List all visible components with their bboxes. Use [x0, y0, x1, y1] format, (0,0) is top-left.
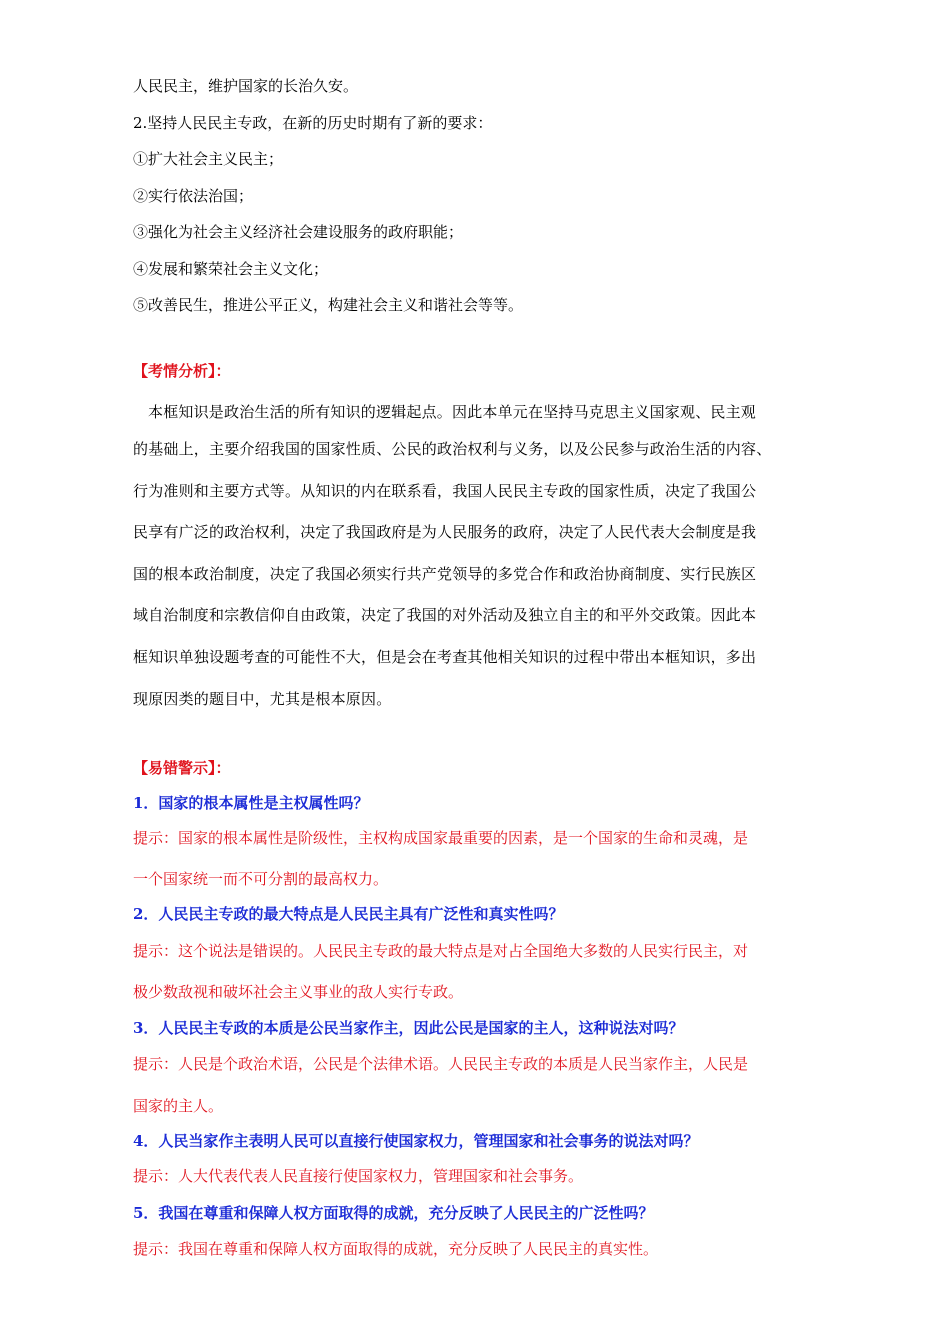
- analysis-line: 现原因类的题目中，尤其是根本原因。: [133, 690, 392, 708]
- analysis-line: 国的根本政治制度，决定了我国必须实行共产党领导的多党合作和政治协商制度、实行民族区: [133, 565, 757, 583]
- warning-hint: 提示：我国在尊重和保障人权方面取得的成就，充分反映了人民民主的真实性。: [133, 1240, 659, 1258]
- warning-question: 5．我国在尊重和保障人权方面取得的成就，充分反映了人民民主的广泛性吗？: [133, 1204, 654, 1222]
- warning-question: 3．人民民主专政的本质是公民当家作主，因此公民是国家的主人，这种说法对吗？: [133, 1019, 684, 1037]
- warning-hint: 极少数敌视和破坏社会主义事业的敌人实行专政。: [133, 983, 464, 1001]
- warning-question: 2．人民民主专政的最大特点是人民民主具有广泛性和真实性吗？: [133, 905, 564, 923]
- warning-hint: 国家的主人。: [133, 1097, 224, 1115]
- warnings-heading: 【易错警示】：: [133, 759, 231, 777]
- analysis-heading: 【考情分析】：: [133, 362, 231, 380]
- analysis-line: 域自治制度和宗教信仰自由政策，决定了我国的对外活动及独立自主的和平外交政策。因此本: [133, 606, 757, 624]
- warning-hint: 一个国家统一而不可分割的最高权力。: [133, 870, 389, 888]
- analysis-line: 框知识单独设题考查的可能性不大，但是会在考查其他相关知识的过程中带出本框知识，多出: [133, 648, 757, 666]
- intro-list-item: ②实行依法治国；: [133, 187, 254, 205]
- warning-hint: 提示：人民是个政治术语，公民是个法律术语。人民民主专政的本质是人民当家作主，人民是: [133, 1055, 749, 1073]
- warning-hint: 提示：这个说法是错误的。人民民主专政的最大特点是对占全国绝大多数的人民实行民主，对: [133, 942, 749, 960]
- warning-question: 4．人民当家作主表明人民可以直接行使国家权力，管理国家和社会事务的说法对吗？: [133, 1132, 699, 1150]
- warning-hint: 提示：人大代表代表人民直接行使国家权力，管理国家和社会事务。: [133, 1167, 584, 1185]
- intro-list-item: ①扩大社会主义民主；: [133, 150, 284, 168]
- intro-list-item: ⑤改善民生，推进公平正义，构建社会主义和谐社会等等。: [133, 296, 524, 314]
- warning-hint: 提示：国家的根本属性是阶级性，主权构成国家最重要的因素，是一个国家的生命和灵魂，是: [133, 829, 749, 847]
- intro-line: 人民民主，维护国家的长治久安。: [133, 77, 359, 95]
- intro-list-item: ③强化为社会主义经济社会建设服务的政府职能；: [133, 223, 464, 241]
- intro-list-item: ④发展和繁荣社会主义文化；: [133, 260, 329, 278]
- analysis-line: 行为准则和主要方式等。从知识的内在联系看，我国人民民主专政的国家性质，决定了我国公: [133, 482, 757, 500]
- intro-line: 2.坚持人民民主专政，在新的历史时期有了新的要求：: [133, 114, 493, 132]
- analysis-line: 民享有广泛的政治权利，决定了我国政府是为人民服务的政府，决定了人民代表大会制度是我: [133, 523, 757, 541]
- analysis-line: 的基础上，主要介绍我国的国家性质、公民的政治权利与义务，以及公民参与政治生活的内容、: [133, 440, 772, 458]
- warning-question: 1．国家的根本属性是主权属性吗？: [133, 794, 369, 812]
- analysis-line: 本框知识是政治生活的所有知识的逻辑起点。因此本单元在坚持马克思主义国家观、民主观: [148, 403, 757, 421]
